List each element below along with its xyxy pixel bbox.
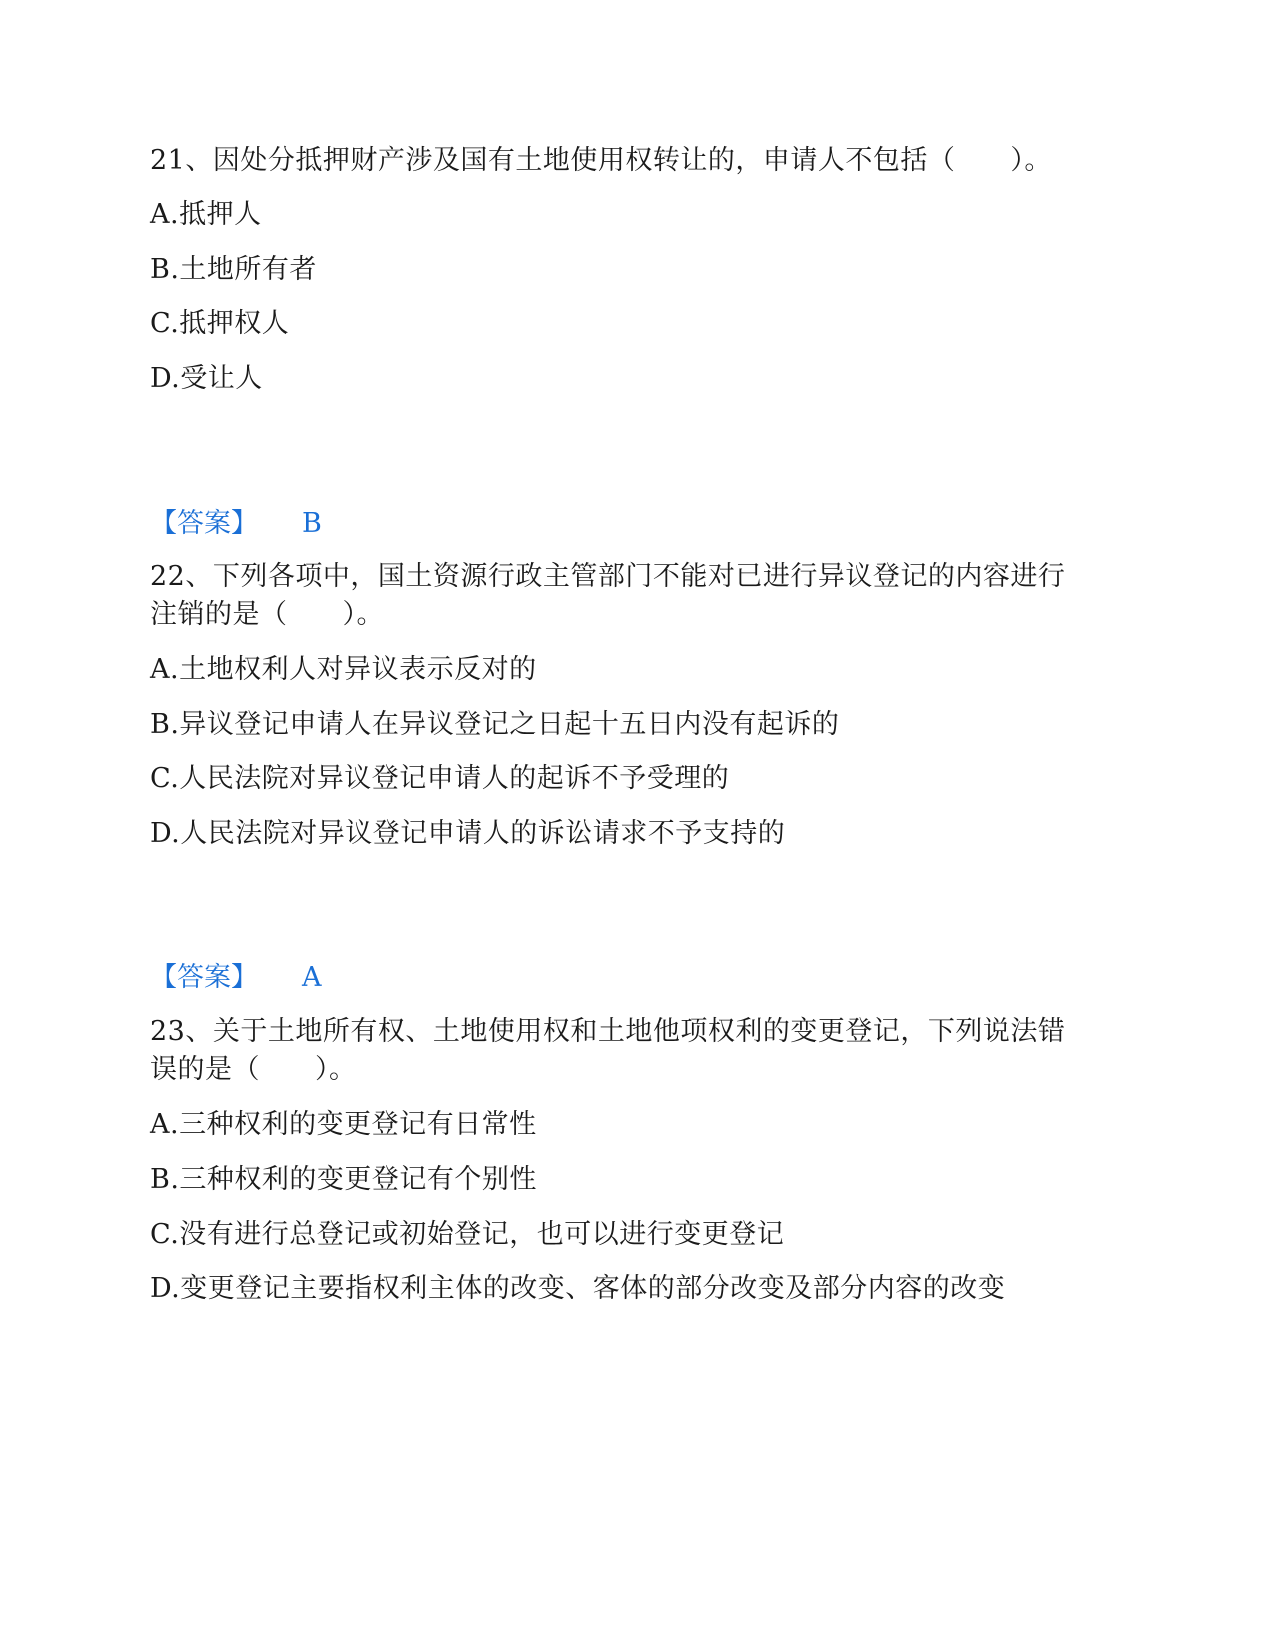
question-22-option-d: D.人民法院对异议登记申请人的诉讼请求不予支持的 bbox=[150, 818, 786, 849]
question-22-stem-line-1: 22、下列各项中，国土资源行政主管部门不能对已进行异议登记的内容进行 bbox=[150, 561, 1066, 592]
question-22-option-c: C.人民法院对异议登记申请人的起诉不予受理的 bbox=[150, 763, 730, 794]
question-23-option-a: A.三种权利的变更登记有日常性 bbox=[150, 1109, 537, 1140]
answer-value: B bbox=[302, 508, 322, 539]
question-23-option-c: C.没有进行总登记或初始登记，也可以进行变更登记 bbox=[150, 1219, 785, 1250]
answer-label: 【答案】 bbox=[150, 962, 258, 993]
question-22-answer bbox=[150, 960, 322, 996]
question-22-option-a: A.土地权利人对异议表示反对的 bbox=[150, 654, 537, 685]
question-23-stem-line-2: 误的是（ ）。 bbox=[150, 1054, 357, 1085]
question-21-option-b: B.土地所有者 bbox=[150, 254, 317, 285]
question-21-option-a: A.抵押人 bbox=[150, 199, 262, 230]
question-23-stem-line-1: 23、关于土地所有权、土地使用权和土地他项权利的变更登记，下列说法错 bbox=[150, 1016, 1066, 1047]
answer-label: 【答案】 bbox=[150, 508, 258, 539]
question-23-option-b: B.三种权利的变更登记有个别性 bbox=[150, 1164, 537, 1195]
question-21-option-c: C.抵押权人 bbox=[150, 308, 290, 339]
question-22-option-b: B.异议登记申请人在异议登记之日起十五日内没有起诉的 bbox=[150, 709, 840, 740]
answer-value: A bbox=[302, 962, 322, 993]
question-22-stem-line-2: 注销的是（ ）。 bbox=[150, 599, 384, 630]
question-21-answer bbox=[150, 506, 322, 542]
question-23-option-d: D.变更登记主要指权利主体的改变、客体的部分改变及部分内容的改变 bbox=[150, 1273, 1006, 1304]
question-21-stem: 21、因处分抵押财产涉及国有土地使用权转让的，申请人不包括（ ）。 bbox=[150, 145, 1052, 176]
question-21-option-d: D.受让人 bbox=[150, 363, 263, 394]
